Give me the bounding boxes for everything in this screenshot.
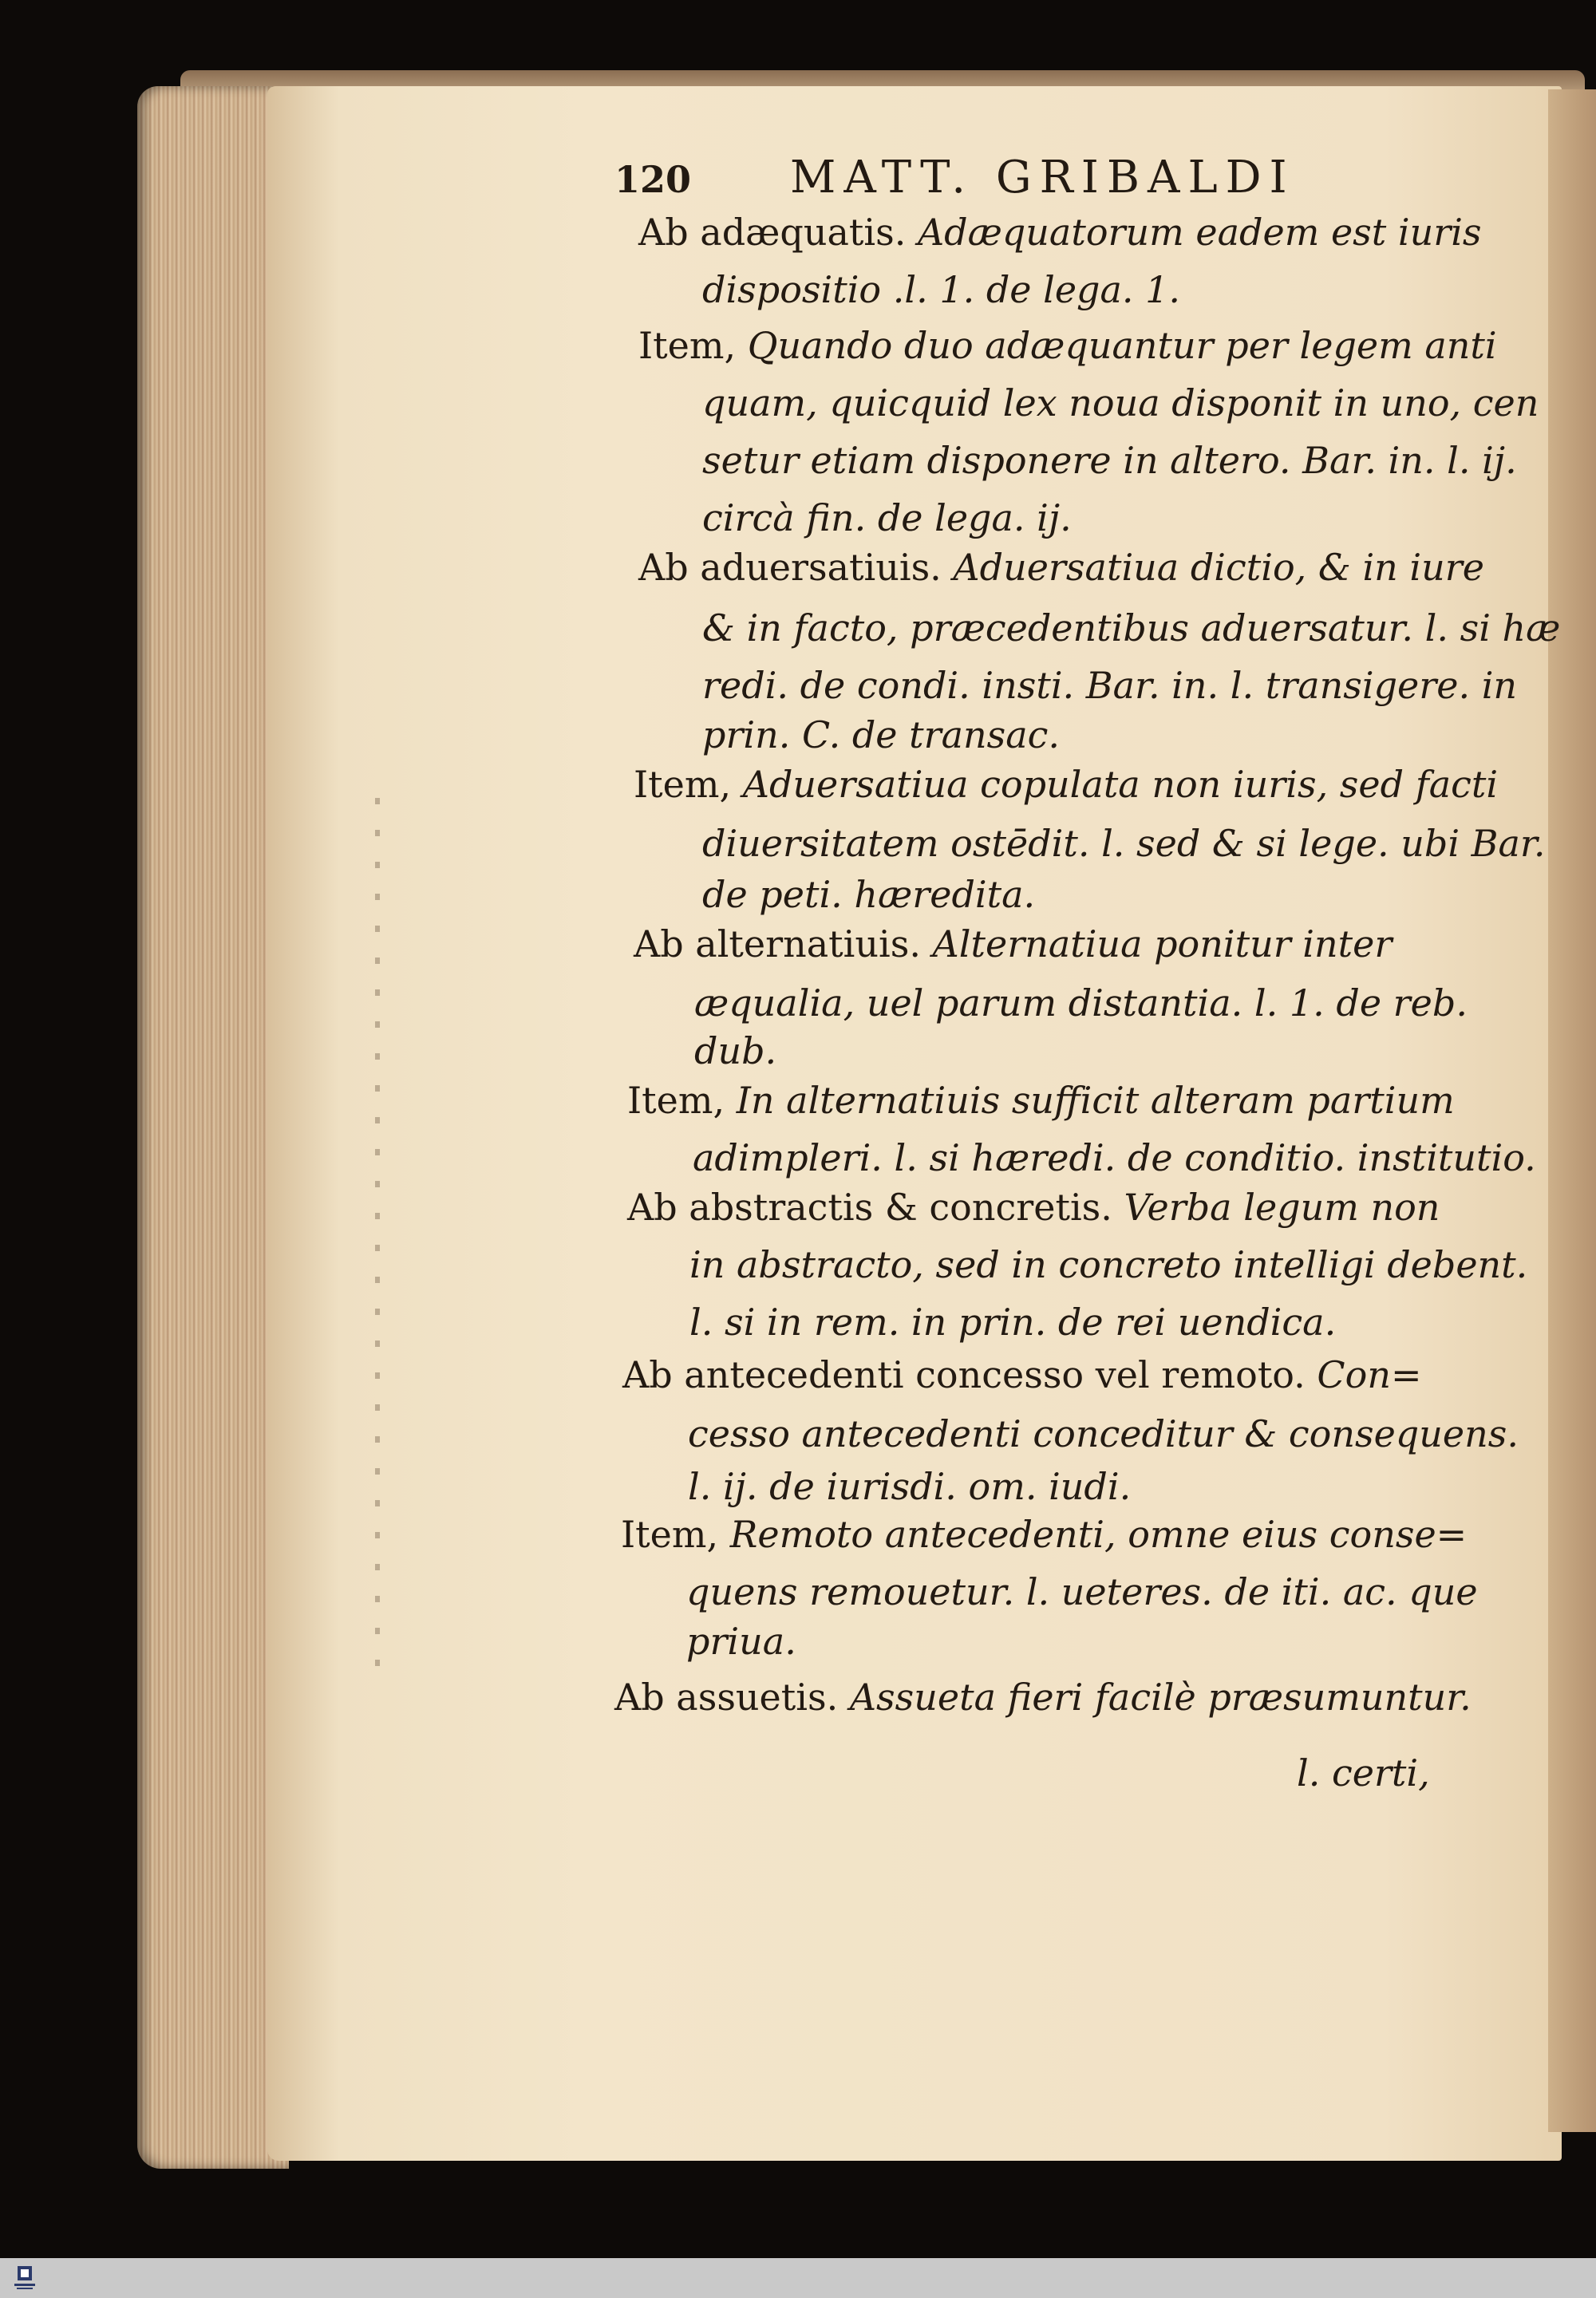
text-line: l. si in rem. in prin. de rei uendica. [689,1301,1337,1344]
running-title: MATT. GRIBALDI [790,152,1295,203]
text-line: in abstracto, sed in concreto intelligi debent. [689,1243,1528,1286]
text-line: quens remouetur. l. ueteres. de iti. ac. que [686,1570,1478,1613]
page-number: 120 [614,158,692,201]
text-line: Ab abstractis & concretis. Verba legum non [627,1186,1440,1229]
text-line: Ab antecedenti concesso vel remoto. Con= [622,1353,1422,1396]
text-line: & in facto, præcedentibus aduersatur. l. si hæ [702,606,1561,650]
text-line: Ab adæquatis. Adæquatorum eadem est iuris [638,211,1482,254]
text-line: cesso antecedenti conceditur & consequens. [688,1412,1519,1455]
text-line: dispositio .l. 1. de lega. 1. [702,268,1181,311]
text-line: Item, Remoto antecedenti, omne eius conse= [621,1513,1468,1556]
text-line: de peti. hæredita. [702,873,1036,916]
text-line: setur etiam disponere in altero. Bar. in. l. ij. [702,439,1517,482]
text-line: prin. C. de transac. [702,713,1061,756]
library-logo-icon [13,2264,37,2292]
text-line: quam, quicquid lex noua disponit in uno, cen [702,381,1539,424]
text-line: Ab aduersatiuis. Aduersatiua dictio, & in iure [638,546,1484,589]
text-line: redi. de condi. insti. Bar. in. l. transigere. in [702,664,1518,707]
text-line: priua. [686,1620,796,1663]
text-line: diuersitatem ostēdit. l. sed & si lege. ubi Bar. [702,822,1546,865]
text-line: dub. [694,1029,777,1072]
text-line: circà fin. de lega. ij. [702,496,1072,539]
text-line: Ab assuetis. Assueta fieri facilè præsumuntur. [614,1676,1472,1719]
text-line: l. ij. de iurisdi. om. iudi. [688,1465,1132,1508]
viewer-footer-bar [0,2258,1596,2298]
text-line: Item, Quando duo adæquantur per legem anti [638,324,1497,367]
text-line: Item, Aduersatiua copulata non iuris, sed facti [634,763,1499,806]
text-line: adimpleri. l. si hæredi. de conditio. institutio. [693,1136,1536,1179]
catchword: l. certi, [1297,1751,1430,1795]
text-line: æqualia, uel parum distantia. l. 1. de reb. [694,981,1468,1025]
text-line: Ab alternatiuis. Alternatiua ponitur inter [634,922,1393,965]
text-line: Item, In alternatiuis sufficit alteram partium [627,1079,1455,1122]
